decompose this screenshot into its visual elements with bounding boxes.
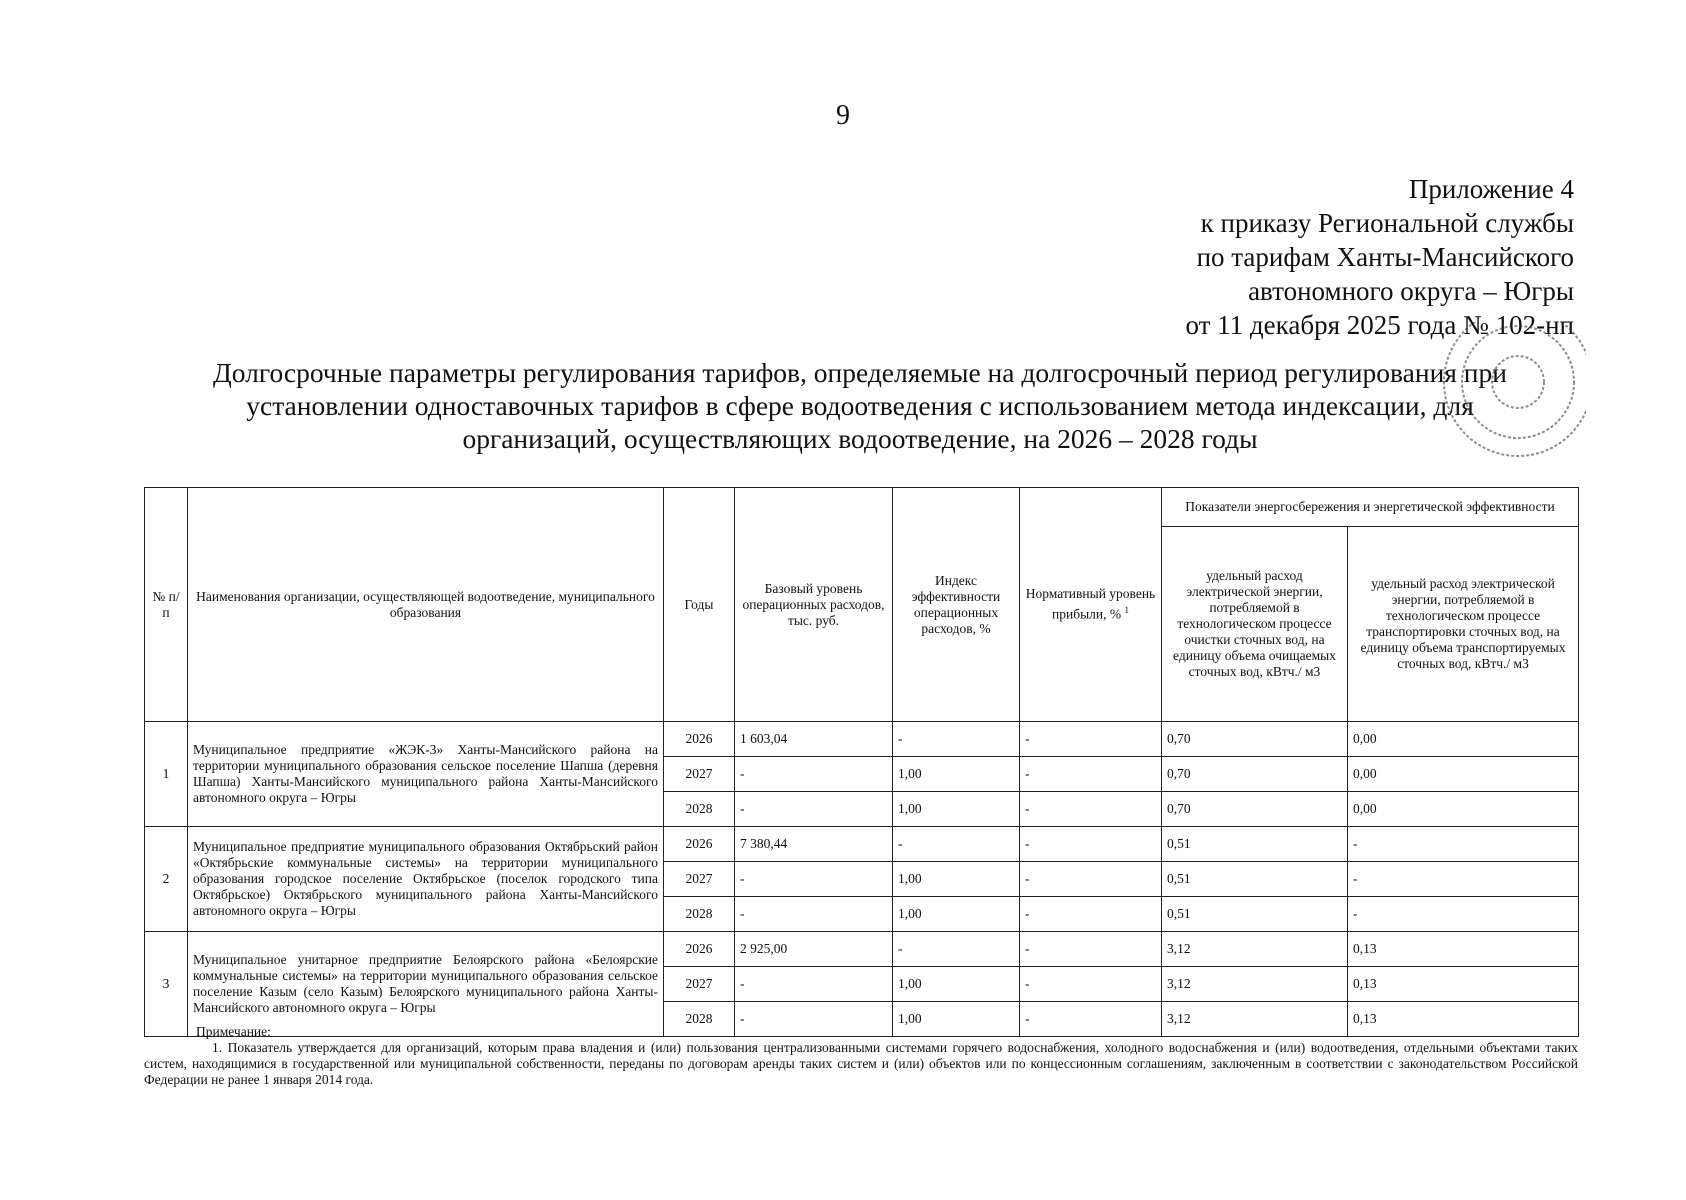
profit-cell: - [1020, 757, 1162, 792]
org-name: Муниципальное предприятие муниципального образования Октябрьский район «Октябрьские коммунальные системы» на территории муниципального образования городское поселение Октябрьское (поселок городского типа Октябрьское) Октябрьского муниципального района Ханты-Мансийского автономного округа – Югры [188, 827, 664, 932]
header-energy-transport: удельный расход электрической энергии, потребляемой в технологическом процессе транспортировки сточных вод, на единицу объема транспортируемых сточных вод, кВтч./ м3 [1348, 527, 1579, 722]
year-cell: 2027 [664, 862, 735, 897]
profit-cell: - [1020, 1002, 1162, 1037]
index-cell: 1,00 [893, 862, 1020, 897]
energy-cleaning-cell: 3,12 [1162, 932, 1348, 967]
profit-cell: - [1020, 792, 1162, 827]
appendix-line: к приказу Региональной службы [1200, 208, 1574, 238]
title-line: установлении одноставочных тарифов в сфере водоотведения с использованием метода индексации, для [246, 390, 1474, 421]
base-level-cell: - [735, 757, 893, 792]
year-cell: 2027 [664, 967, 735, 1002]
appendix-line: по тарифам Ханты-Мансийского [1196, 242, 1574, 272]
energy-cleaning-cell: 0,70 [1162, 792, 1348, 827]
tariff-parameters-table [144, 487, 1579, 1037]
table-row [145, 827, 1579, 862]
header-energy-cleaning: удельный расход электрической энергии, потребляемой в технологическом процессе очистки сточных вод, на единицу объема очищаемых сточных вод, кВтч./ м3 [1162, 527, 1348, 722]
base-level-cell: - [735, 792, 893, 827]
energy-transport-cell: 0,00 [1348, 722, 1579, 757]
energy-cleaning-cell: 0,51 [1162, 862, 1348, 897]
index-cell: 1,00 [893, 757, 1020, 792]
profit-cell: - [1020, 862, 1162, 897]
appendix-line: от 11 декабря 2025 года № 102-нп [1185, 310, 1574, 340]
header-num: № п/п [145, 488, 188, 722]
org-name: Муниципальное предприятие «ЖЭК-3» Ханты-Мансийского района на территории муниципального образования сельское поселение Шапша (деревня Шапша) Ханты-Мансийского муниципального района Ханты-Мансийского автономного округа – Югры [188, 722, 664, 827]
header-profit-level [1020, 488, 1162, 722]
org-number: 1 [145, 722, 188, 827]
base-level-cell: 2 925,00 [735, 932, 893, 967]
header-years: Годы [664, 488, 735, 722]
footnote-ref: 1 [1124, 605, 1129, 616]
page-number: 9 [836, 100, 850, 131]
index-cell: 1,00 [893, 792, 1020, 827]
note-title: Примечание: [196, 1024, 271, 1039]
year-cell: 2027 [664, 757, 735, 792]
energy-cleaning-cell: 3,12 [1162, 1002, 1348, 1037]
energy-transport-cell: - [1348, 862, 1579, 897]
index-cell: - [893, 827, 1020, 862]
appendix-block [954, 172, 1574, 342]
base-level-cell: 7 380,44 [735, 827, 893, 862]
index-cell: 1,00 [893, 967, 1020, 1002]
title-line: организаций, осуществляющих водоотведение, на 2026 – 2028 годы [462, 423, 1258, 454]
profit-cell: - [1020, 932, 1162, 967]
energy-cleaning-cell: 0,51 [1162, 897, 1348, 932]
index-cell: 1,00 [893, 897, 1020, 932]
note-text: 1. Показатель утверждается для организаций, которым права владения и (или) пользования централизованными системами горячего водоснабжения, холодного водоснабжения и (или) водоотведения, отдельными объектами таких систем, находящимися в государственной или муниципальной собственности, переданы по договорам аренды таких систем и (или) объектов или по концессионным соглашениям, заключенным в соответствии с законодательством Российской Федерации не ранее 1 января 2014 года. [144, 1040, 1578, 1087]
energy-transport-cell: 0,13 [1348, 1002, 1579, 1037]
year-cell: 2026 [664, 722, 735, 757]
header-name: Наименования организации, осуществляющей водоотведение, муниципального образования [188, 488, 664, 722]
profit-cell: - [1020, 722, 1162, 757]
base-level-cell: - [735, 967, 893, 1002]
energy-cleaning-cell: 3,12 [1162, 967, 1348, 1002]
base-level-cell: - [735, 1002, 893, 1037]
energy-cleaning-cell: 0,70 [1162, 722, 1348, 757]
org-number: 2 [145, 827, 188, 932]
energy-transport-cell: 0,00 [1348, 792, 1579, 827]
footnote-block [144, 1024, 1578, 1088]
energy-transport-cell: - [1348, 827, 1579, 862]
year-cell: 2026 [664, 827, 735, 862]
base-level-cell: - [735, 862, 893, 897]
appendix-line: Приложение 4 [1408, 174, 1574, 204]
year-cell: 2026 [664, 932, 735, 967]
header-base-level: Базовый уровень операционных расходов, тыс. руб. [735, 488, 893, 722]
index-cell: - [893, 932, 1020, 967]
org-number: 3 [145, 932, 188, 1037]
energy-cleaning-cell: 0,70 [1162, 757, 1348, 792]
document-title [150, 356, 1570, 455]
energy-transport-cell: 0,13 [1348, 967, 1579, 1002]
energy-transport-cell: 0,00 [1348, 757, 1579, 792]
header-profit-label: Нормативный уровень прибыли, % [1025, 586, 1156, 622]
energy-transport-cell: 0,13 [1348, 932, 1579, 967]
year-cell: 2028 [664, 792, 735, 827]
energy-transport-cell: - [1348, 897, 1579, 932]
table-row [145, 722, 1579, 757]
header-efficiency-index: Индекс эффективности операционных расходов, % [893, 488, 1020, 722]
title-line: Долгосрочные параметры регулирования тарифов, определяемые на долгосрочный период регулирования при [212, 357, 1507, 388]
header-energy-group: Показатели энергосбережения и энергетической эффективности [1162, 488, 1579, 527]
energy-cleaning-cell: 0,51 [1162, 827, 1348, 862]
table-row [145, 932, 1579, 967]
year-cell: 2028 [664, 1002, 735, 1037]
base-level-cell: 1 603,04 [735, 722, 893, 757]
index-cell: 1,00 [893, 1002, 1020, 1037]
profit-cell: - [1020, 967, 1162, 1002]
appendix-line: автономного округа – Югры [1248, 276, 1574, 306]
index-cell: - [893, 722, 1020, 757]
profit-cell: - [1020, 897, 1162, 932]
profit-cell: - [1020, 827, 1162, 862]
base-level-cell: - [735, 897, 893, 932]
year-cell: 2028 [664, 897, 735, 932]
org-name: Муниципальное унитарное предприятие Белоярского района «Белоярские коммунальные системы» на территории муниципального образования сельское поселение Казым (село Казым) Белоярского муниципального района Ханты-Мансийского автономного округа – Югры [188, 932, 664, 1037]
